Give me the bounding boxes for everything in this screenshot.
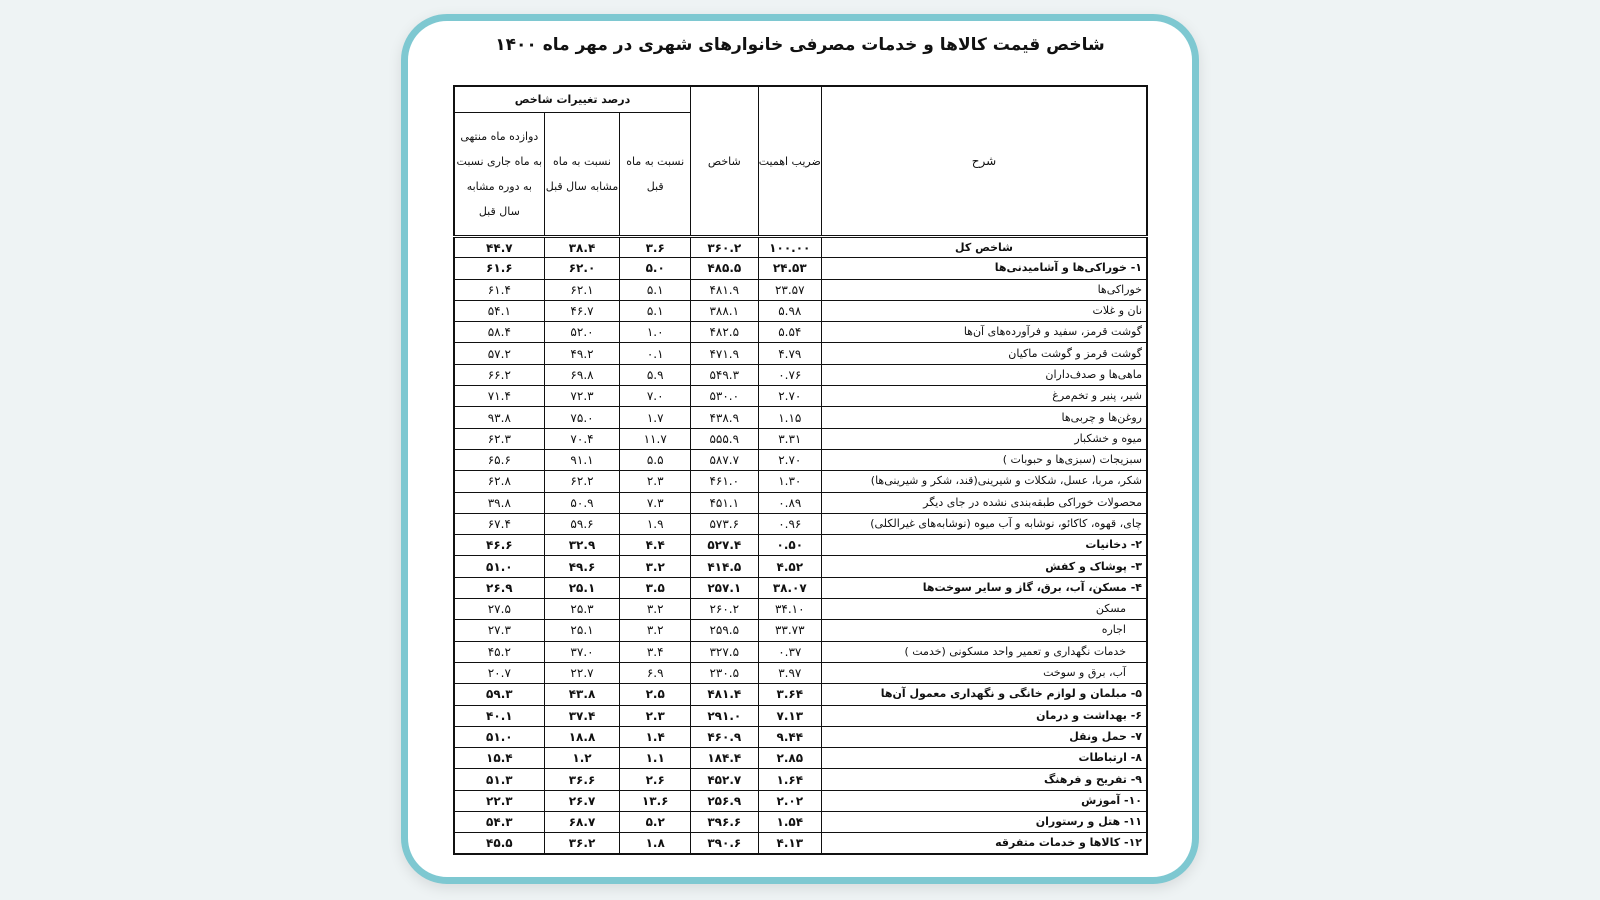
table-row: [454, 492, 1147, 513]
cell-yearly-change: ۷۰.۴: [544, 428, 620, 449]
cell-twelve-month-change: ۲۰.۷: [454, 662, 544, 683]
cell-description: سبزیجات (سبزی‌ها و حبوبات ): [822, 449, 1148, 470]
cell-index: ۴۳۸.۹: [691, 407, 759, 428]
cell-yearly-change: ۷۵.۰: [544, 407, 620, 428]
table-row: [454, 684, 1147, 705]
page-title: شاخص قیمت کالاها و خدمات مصرفی خانوارهای شهری در مهر ماه ۱۴۰۰: [495, 35, 1105, 55]
cell-twelve-month-change: ۴۴.۷: [454, 237, 544, 258]
cell-description: ۹- تفریح و فرهنگ: [822, 769, 1148, 790]
cell-description: شکر، مربا، عسل، شکلات و شیرینی(قند، شکر و شیرینی‌ها): [822, 471, 1148, 492]
cell-index: ۴۸۲.۵: [691, 322, 759, 343]
cell-yearly-change: ۹۱.۱: [544, 449, 620, 470]
cell-weight: ۴.۱۳: [758, 833, 821, 854]
document-card: [401, 14, 1199, 884]
cell-yearly-change: ۴۶.۷: [544, 300, 620, 321]
cell-description: آب، برق و سوخت: [822, 662, 1148, 683]
cell-description: چای، قهوه، کاکائو، نوشابه و آب میوه (نوشابه‌های غیرالکلی): [822, 513, 1148, 534]
cell-twelve-month-change: ۶۷.۴: [454, 513, 544, 534]
cell-index: ۲۶۰.۲: [691, 599, 759, 620]
cell-index: ۴۶۰.۹: [691, 726, 759, 747]
table-row: [454, 407, 1147, 428]
header-twelve-month: دوازده ماه منتهی به ماه جاری نسبت به دوره مشابه سال قبل: [454, 113, 544, 237]
table-row: [454, 833, 1147, 854]
table-row: [454, 300, 1147, 321]
cell-index: ۳۲۷.۵: [691, 641, 759, 662]
cell-index: ۳۹۰.۶: [691, 833, 759, 854]
table-row: [454, 577, 1147, 598]
cell-weight: ۳۴.۱۰: [758, 599, 821, 620]
cell-monthly-change: ۵.۲: [620, 812, 691, 833]
cell-monthly-change: ۱.۷: [620, 407, 691, 428]
cell-description: ۱۱- هتل و رستوران: [822, 812, 1148, 833]
cell-twelve-month-change: ۴۰.۱: [454, 705, 544, 726]
cell-yearly-change: ۷۲.۳: [544, 386, 620, 407]
cell-yearly-change: ۴۹.۶: [544, 556, 620, 577]
cell-index: ۲۵۶.۹: [691, 790, 759, 811]
table-row: [454, 322, 1147, 343]
cell-description: ۸- ارتباطات: [822, 748, 1148, 769]
cell-weight: ۳.۶۴: [758, 684, 821, 705]
cell-description: ۱۰- آموزش: [822, 790, 1148, 811]
cell-description: ۷- حمل ونقل: [822, 726, 1148, 747]
cell-yearly-change: ۲۲.۷: [544, 662, 620, 683]
cell-description: گوشت قرمز و گوشت ماکیان: [822, 343, 1148, 364]
cell-monthly-change: ۲.۶: [620, 769, 691, 790]
table-row: [454, 812, 1147, 833]
cell-monthly-change: ۵.۱: [620, 279, 691, 300]
cell-monthly-change: ۳.۲: [620, 599, 691, 620]
table-row: [454, 790, 1147, 811]
cell-description: نان و غلات: [822, 300, 1148, 321]
cell-twelve-month-change: ۵۴.۱: [454, 300, 544, 321]
cell-twelve-month-change: ۳۹.۸: [454, 492, 544, 513]
cell-monthly-change: ۵.۵: [620, 449, 691, 470]
cell-index: ۵۸۷.۷: [691, 449, 759, 470]
cell-description: گوشت قرمز، سفید و فرآورده‌های آن‌ها: [822, 322, 1148, 343]
cell-description: خدمات نگهداری و تعمیر واحد مسکونی (خدمت ): [822, 641, 1148, 662]
cell-index: ۵۵۵.۹: [691, 428, 759, 449]
table-row: [454, 769, 1147, 790]
table-row: [454, 556, 1147, 577]
cell-yearly-change: ۶۲.۰: [544, 258, 620, 279]
table-row: [454, 620, 1147, 641]
cell-weight: ۲۳.۵۷: [758, 279, 821, 300]
header-index: شاخص: [691, 86, 759, 237]
cell-description: ۱- خوراکی‌ها و آشامیدنی‌ها: [822, 258, 1148, 279]
cell-monthly-change: ۱۳.۶: [620, 790, 691, 811]
table-row: [454, 386, 1147, 407]
cell-weight: ۳.۹۷: [758, 662, 821, 683]
cell-twelve-month-change: ۶۲.۸: [454, 471, 544, 492]
cell-index: ۵۷۳.۶: [691, 513, 759, 534]
cell-index: ۲۵۹.۵: [691, 620, 759, 641]
cell-monthly-change: ۳.۶: [620, 237, 691, 258]
table-row: [454, 748, 1147, 769]
cell-monthly-change: ۲.۳: [620, 471, 691, 492]
cell-monthly-change: ۱۱.۷: [620, 428, 691, 449]
cell-yearly-change: ۲۵.۳: [544, 599, 620, 620]
cell-twelve-month-change: ۶۵.۶: [454, 449, 544, 470]
cell-weight: ۱۰۰.۰۰: [758, 237, 821, 258]
cell-monthly-change: ۲.۵: [620, 684, 691, 705]
cell-weight: ۴.۵۲: [758, 556, 821, 577]
cell-weight: ۳۳.۷۳: [758, 620, 821, 641]
cell-description: ۲- دخانیات: [822, 535, 1148, 556]
table-row: [454, 726, 1147, 747]
header-weight: ضریب اهمیت: [758, 86, 821, 237]
cell-monthly-change: ۱.۴: [620, 726, 691, 747]
table-row: [454, 599, 1147, 620]
cell-description: ۳- پوشاک و کفش: [822, 556, 1148, 577]
cell-twelve-month-change: ۴۶.۶: [454, 535, 544, 556]
cell-description: ماهی‌ها و صدف‌داران: [822, 364, 1148, 385]
table-row: [454, 535, 1147, 556]
cell-twelve-month-change: ۵۱.۳: [454, 769, 544, 790]
cell-index: ۴۶۱.۰: [691, 471, 759, 492]
cell-yearly-change: ۶۲.۲: [544, 471, 620, 492]
table-row: [454, 662, 1147, 683]
cell-weight: ۰.۸۹: [758, 492, 821, 513]
cell-index: ۴۸۱.۴: [691, 684, 759, 705]
cell-twelve-month-change: ۲۷.۳: [454, 620, 544, 641]
table-row: [454, 449, 1147, 470]
header-description: شرح: [822, 86, 1148, 237]
cell-yearly-change: ۲۵.۱: [544, 577, 620, 598]
cell-twelve-month-change: ۵۷.۲: [454, 343, 544, 364]
cell-twelve-month-change: ۱۵.۴: [454, 748, 544, 769]
cell-index: ۳۸۸.۱: [691, 300, 759, 321]
cell-index: ۲۳۰.۵: [691, 662, 759, 683]
cell-weight: ۷.۱۳: [758, 705, 821, 726]
cell-yearly-change: ۶۹.۸: [544, 364, 620, 385]
cell-weight: ۴.۷۹: [758, 343, 821, 364]
cell-twelve-month-change: ۶۶.۲: [454, 364, 544, 385]
cell-weight: ۰.۳۷: [758, 641, 821, 662]
cell-twelve-month-change: ۴۵.۵: [454, 833, 544, 854]
cell-weight: ۲.۸۵: [758, 748, 821, 769]
cell-description: اجاره: [822, 620, 1148, 641]
cell-monthly-change: ۵.۰: [620, 258, 691, 279]
cell-index: ۲۵۷.۱: [691, 577, 759, 598]
cell-description: ۵- مبلمان و لوازم خانگی و نگهداری معمول آن‌ها: [822, 684, 1148, 705]
cell-twelve-month-change: ۹۳.۸: [454, 407, 544, 428]
cell-index: ۵۲۷.۴: [691, 535, 759, 556]
cell-description: روغن‌ها و چربی‌ها: [822, 407, 1148, 428]
cell-index: ۴۸۱.۹: [691, 279, 759, 300]
cell-yearly-change: ۶۸.۷: [544, 812, 620, 833]
cell-weight: ۱.۳۰: [758, 471, 821, 492]
cell-monthly-change: ۳.۲: [620, 620, 691, 641]
cell-weight: ۳۸.۰۷: [758, 577, 821, 598]
cell-monthly-change: ۱.۰: [620, 322, 691, 343]
cell-index: ۲۹۱.۰: [691, 705, 759, 726]
cell-weight: ۲.۷۰: [758, 449, 821, 470]
cell-twelve-month-change: ۲۷.۵: [454, 599, 544, 620]
cell-weight: ۲.۰۲: [758, 790, 821, 811]
cell-monthly-change: ۷.۳: [620, 492, 691, 513]
cell-twelve-month-change: ۶۱.۴: [454, 279, 544, 300]
cell-monthly-change: ۳.۲: [620, 556, 691, 577]
cell-monthly-change: ۱.۹: [620, 513, 691, 534]
cell-weight: ۰.۵۰: [758, 535, 821, 556]
cell-twelve-month-change: ۶۱.۶: [454, 258, 544, 279]
cell-yearly-change: ۶۲.۱: [544, 279, 620, 300]
cell-twelve-month-change: ۲۲.۳: [454, 790, 544, 811]
cell-index: ۴۵۲.۷: [691, 769, 759, 790]
table-row: [454, 428, 1147, 449]
cell-index: ۱۸۴.۴: [691, 748, 759, 769]
table-body: [454, 237, 1147, 855]
table-row: [454, 641, 1147, 662]
cell-description: میوه و خشکبار: [822, 428, 1148, 449]
cell-weight: ۰.۹۶: [758, 513, 821, 534]
cell-description: شاخص کل: [822, 237, 1148, 258]
cell-index: ۴۵۱.۱: [691, 492, 759, 513]
cell-description: خوراکی‌ها: [822, 279, 1148, 300]
cell-monthly-change: ۲.۳: [620, 705, 691, 726]
cell-monthly-change: ۵.۱: [620, 300, 691, 321]
cell-weight: ۱.۶۴: [758, 769, 821, 790]
cell-description: ۴- مسکن، آب، برق، گاز و سایر سوخت‌ها: [822, 577, 1148, 598]
table-row: [454, 343, 1147, 364]
header-yearly: نسبت به ماه مشابه سال قبل: [544, 113, 620, 237]
table-row: [454, 237, 1147, 258]
cell-monthly-change: ۳.۵: [620, 577, 691, 598]
cell-yearly-change: ۳۲.۹: [544, 535, 620, 556]
cell-weight: ۵.۵۴: [758, 322, 821, 343]
cell-weight: ۹.۴۴: [758, 726, 821, 747]
cell-yearly-change: ۳۶.۲: [544, 833, 620, 854]
cell-yearly-change: ۵۹.۶: [544, 513, 620, 534]
cell-twelve-month-change: ۵۸.۴: [454, 322, 544, 343]
cell-description: مسکن: [822, 599, 1148, 620]
cell-description: محصولات خوراکی طبقه‌بندی نشده در جای دیگر: [822, 492, 1148, 513]
cell-twelve-month-change: ۷۱.۴: [454, 386, 544, 407]
cell-twelve-month-change: ۵۱.۰: [454, 556, 544, 577]
cell-twelve-month-change: ۵۹.۳: [454, 684, 544, 705]
cell-monthly-change: ۷.۰: [620, 386, 691, 407]
cell-yearly-change: ۱۸.۸: [544, 726, 620, 747]
table-row: [454, 705, 1147, 726]
cell-yearly-change: ۱.۲: [544, 748, 620, 769]
cell-yearly-change: ۳۷.۰: [544, 641, 620, 662]
cell-weight: ۰.۷۶: [758, 364, 821, 385]
table-row: [454, 513, 1147, 534]
cell-weight: ۲.۷۰: [758, 386, 821, 407]
cell-index: ۴۱۴.۵: [691, 556, 759, 577]
cell-index: ۵۳۰.۰: [691, 386, 759, 407]
cell-index: ۴۷۱.۹: [691, 343, 759, 364]
cell-yearly-change: ۳۶.۶: [544, 769, 620, 790]
cell-yearly-change: ۳۸.۴: [544, 237, 620, 258]
cell-yearly-change: ۲۶.۷: [544, 790, 620, 811]
cell-monthly-change: ۳.۴: [620, 641, 691, 662]
cell-weight: ۱.۵۴: [758, 812, 821, 833]
cell-weight: ۳.۳۱: [758, 428, 821, 449]
cell-index: ۳۶۰.۲: [691, 237, 759, 258]
cell-monthly-change: ۴.۴: [620, 535, 691, 556]
cell-index: ۳۹۶.۶: [691, 812, 759, 833]
header-monthly: نسبت به ماه قبل: [620, 113, 691, 237]
cell-index: ۵۴۹.۳: [691, 364, 759, 385]
cpi-table: [453, 85, 1148, 855]
cell-monthly-change: ۱.۸: [620, 833, 691, 854]
cell-weight: ۲۴.۵۳: [758, 258, 821, 279]
cell-yearly-change: ۵۲.۰: [544, 322, 620, 343]
cell-yearly-change: ۵۰.۹: [544, 492, 620, 513]
cell-monthly-change: ۱.۱: [620, 748, 691, 769]
cell-description: شیر، پنیر و تخم‌مرغ: [822, 386, 1148, 407]
cell-index: ۴۸۵.۵: [691, 258, 759, 279]
cell-twelve-month-change: ۵۴.۳: [454, 812, 544, 833]
cell-description: ۶- بهداشت و درمان: [822, 705, 1148, 726]
cell-twelve-month-change: ۶۲.۳: [454, 428, 544, 449]
cell-twelve-month-change: ۵۱.۰: [454, 726, 544, 747]
table-row: [454, 258, 1147, 279]
cell-monthly-change: ۵.۹: [620, 364, 691, 385]
cell-description: ۱۲- کالاها و خدمات متفرقه: [822, 833, 1148, 854]
cell-monthly-change: ۰.۱: [620, 343, 691, 364]
cell-weight: ۱.۱۵: [758, 407, 821, 428]
cell-twelve-month-change: ۲۶.۹: [454, 577, 544, 598]
cell-yearly-change: ۴۳.۸: [544, 684, 620, 705]
cell-weight: ۵.۹۸: [758, 300, 821, 321]
table-row: [454, 279, 1147, 300]
header-change-group: درصد تغییرات شاخص: [454, 86, 691, 113]
cell-yearly-change: ۳۷.۴: [544, 705, 620, 726]
table-row: [454, 471, 1147, 492]
cell-monthly-change: ۶.۹: [620, 662, 691, 683]
cell-yearly-change: ۴۹.۲: [544, 343, 620, 364]
table-row: [454, 364, 1147, 385]
cell-twelve-month-change: ۴۵.۲: [454, 641, 544, 662]
cell-yearly-change: ۲۵.۱: [544, 620, 620, 641]
